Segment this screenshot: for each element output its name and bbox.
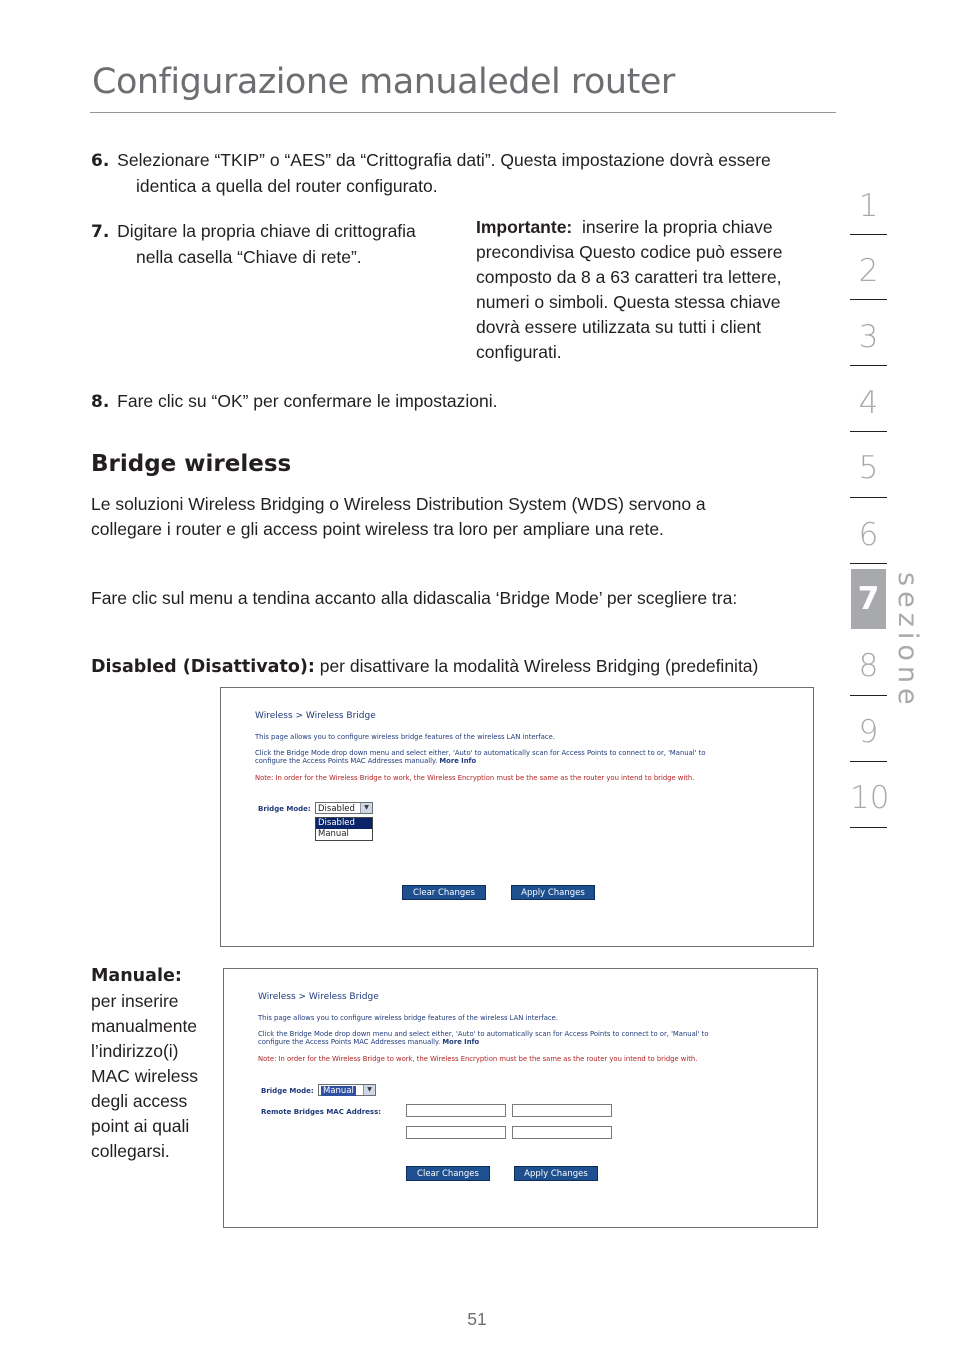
more-info-link[interactable]: More Info [439,757,477,765]
bridge-mode-dropdown[interactable] [315,817,373,841]
step-6-text-line2: identica a quella del router configurato. [136,176,438,196]
manual-line: collegarsi. [91,1141,170,1161]
section-number-8: 8 [858,648,879,684]
manual-line: l’indirizzo(i) [91,1041,179,1061]
instructions-line2 [258,1038,479,1046]
instructions-line1: Click the Bridge Mode drop down menu and select either, 'Auto' to automatically scan for Access Points to connect to or, 'Manual' to [255,749,706,757]
step-6-number: 6. [91,151,110,171]
mac-address-input-4[interactable] [512,1126,612,1139]
screenshot-manual [223,968,818,1228]
disabled-description [91,654,831,680]
bridge-mode-value: Manual [323,1086,354,1096]
apply-changes-button[interactable]: Apply Changes [514,1166,598,1181]
disabled-label: Disabled (Disattivato): [91,657,315,677]
section-number-1: 1 [858,188,879,224]
chevron-down-icon[interactable]: ▼ [363,1085,375,1095]
intro-line: collegare i router e gli access point wireless tra loro per ampliare una rete. [91,519,664,539]
section-number-5: 5 [858,450,879,486]
breadcrumb: Wireless > Wireless Bridge [255,711,376,721]
section-number-9: 9 [858,714,879,750]
section-number-4: 4 [858,385,879,421]
important-line: configurati. [476,342,562,362]
step-8-text: Fare clic su “OK” per confermare le impostazioni. [117,391,498,411]
page-description: This page allows you to configure wireless bridge features of the wireless LAN interface. [255,733,555,741]
apply-changes-button[interactable]: Apply Changes [511,885,595,900]
manual-line: per inserire [91,991,179,1011]
screenshot-disabled [220,687,814,947]
step-6-text-line1: Selezionare “TKIP” o “AES” da “Crittografia dati”. Questa impostazione dovrà essere [117,150,771,170]
important-line: numeri o simboli. Questa stessa chiave [476,292,781,312]
step-6 [91,148,831,199]
important-note [476,215,826,365]
manual-line: degli access [91,1091,188,1111]
step-8-number: 8. [91,392,110,412]
title-divider [90,112,836,113]
step-7-text-line1: Digitare la propria chiave di crittografia [117,221,416,241]
manual-line: point ai quali [91,1116,190,1136]
section-divider [850,431,887,432]
section-number-2: 2 [858,253,879,289]
bridge-mode-select[interactable] [315,802,373,814]
breadcrumb: Wireless > Wireless Bridge [258,992,379,1002]
instructions-text: configure the Access Points MAC Addresses manually. [255,757,438,765]
section-number-7-active: 7 [851,569,886,629]
option-disabled[interactable]: Disabled [316,818,372,829]
instructions-line1: Click the Bridge Mode drop down menu and select either, 'Auto' to automatically scan for Access Points to connect to or, 'Manual' to [258,1030,709,1038]
clear-changes-button[interactable]: Clear Changes [402,885,486,900]
page-number: 51 [467,1309,487,1329]
bridge-mode-select[interactable] [318,1084,376,1096]
page-description: This page allows you to configure wireless bridge features of the wireless LAN interface. [258,1014,558,1022]
mac-address-input-2[interactable] [512,1104,612,1117]
encryption-note: Note: In order for the Wireless Bridge to work, the Wireless Encryption must be the same as the router you intend to bridge with. [258,1055,698,1063]
clear-changes-button[interactable]: Clear Changes [406,1166,490,1181]
step-7-text-line2: nella casella “Chiave di rete”. [136,247,362,267]
bridge-mode-value: Disabled [318,804,355,814]
section-divider [850,299,887,300]
remote-mac-label: Remote Bridges MAC Address: [261,1108,382,1116]
more-info-link[interactable]: More Info [442,1038,480,1046]
section-number-6: 6 [858,517,879,553]
manual-line: MAC wireless [91,1066,198,1086]
section-divider [850,365,887,366]
important-line: dovrà essere utilizzata su tutti i client [476,317,761,337]
disabled-text: per disattivare la modalità Wireless Bridging (predefinita) [314,656,759,676]
manual-description [91,964,221,1164]
important-line: precondivisa Questo codice può essere [476,242,783,262]
sezione-label: sezione [892,572,923,710]
step-7 [91,219,461,270]
section-heading: Bridge wireless [91,451,292,477]
section-divider [850,761,887,762]
intro-line: Le soluzioni Wireless Bridging o Wireless Distribution System (WDS) servono a [91,494,706,514]
step-7-number: 7. [91,222,110,242]
encryption-note: Note: In order for the Wireless Bridge to work, the Wireless Encryption must be the same as the router you intend to bridge with. [255,774,695,782]
bridge-mode-label: Bridge Mode: [261,1087,314,1095]
instructions-line2 [255,757,476,765]
instructions-text: configure the Access Points MAC Addresses manually. [258,1038,441,1046]
important-line: composto da 8 a 63 caratteri tra lettere, [476,267,782,287]
important-label: Importante: [476,217,573,237]
bridge-mode-label: Bridge Mode: [258,805,311,813]
section-divider [850,695,887,696]
section-divider [850,234,887,235]
section-intro [91,492,831,542]
mac-address-input-3[interactable] [406,1126,506,1139]
section-divider [850,497,887,498]
important-line: inserire la propria chiave [581,217,773,237]
section-number-3: 3 [858,319,879,355]
option-manual[interactable]: Manual [318,829,349,839]
section-divider [850,827,887,828]
step-8 [91,389,791,415]
manual-label: Manuale: [91,966,182,986]
manual-line: manualmente [91,1016,198,1036]
chevron-down-icon[interactable]: ▼ [360,803,372,813]
section-divider [850,563,887,564]
bridge-mode-instruction: Fare clic sul menu a tendina accanto alla didascalia ‘Bridge Mode’ per scegliere tra: [91,588,738,608]
mac-address-input-1[interactable] [406,1104,506,1117]
page-title: Configurazione manualedel router [92,62,675,102]
section-number-10: 10 [850,780,890,816]
